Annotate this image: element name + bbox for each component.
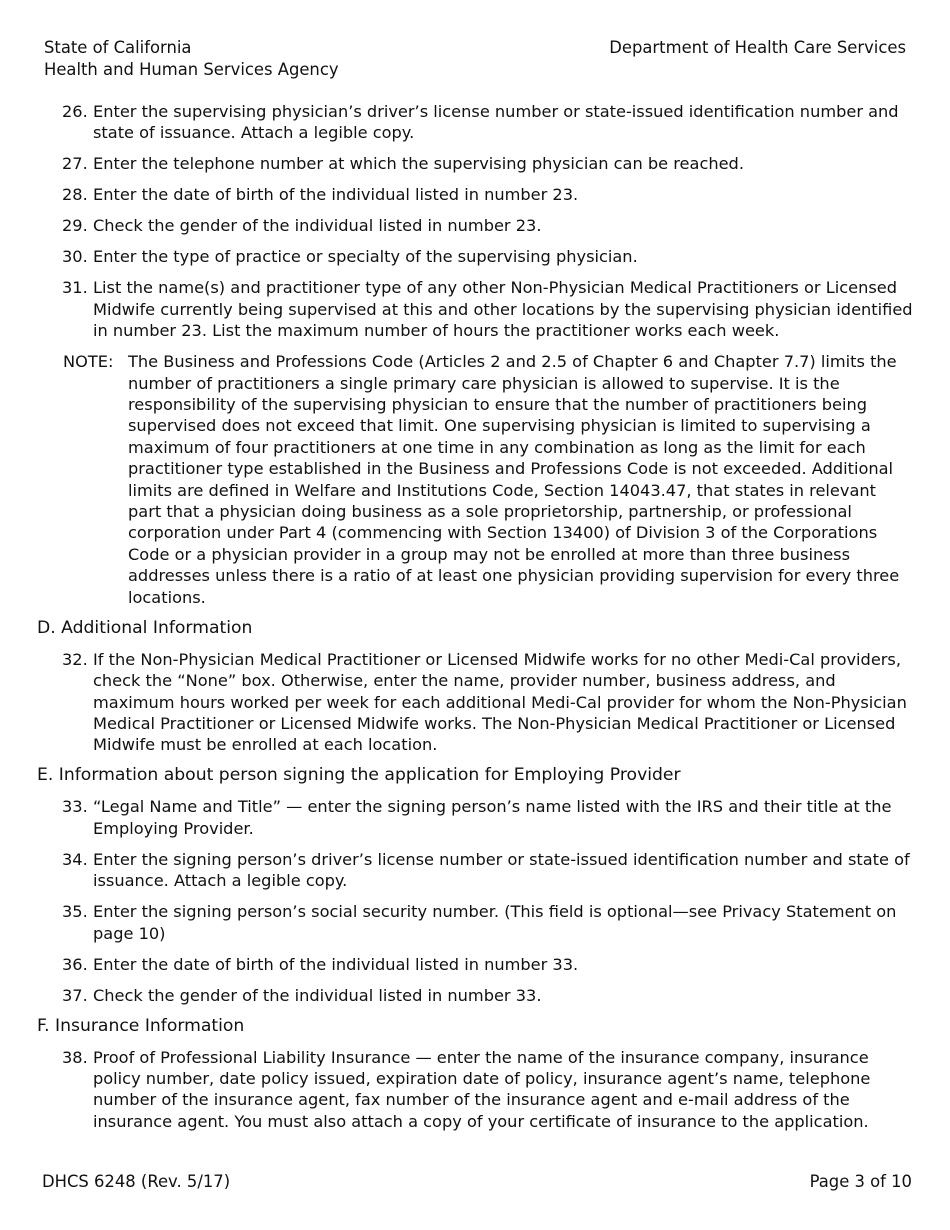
list-item — [0, 985, 950, 1006]
item-text: Enter the signing person’s social security number. (This field is optional—see Privacy Statement on page 10) — [93, 902, 897, 943]
list-item — [0, 796, 950, 839]
list-item — [0, 215, 950, 236]
list-item — [0, 101, 950, 144]
list-item — [0, 849, 950, 892]
list-item — [0, 954, 950, 975]
item-text: Proof of Professional Liability Insurance — enter the name of the insurance company, insurance policy number, date policy issued, expiration date of policy, insurance agent’s name, telephone number of the insurance agent, fax number of the insurance agent and e-mail address of the insurance agent. You must also attach a copy of your certificate of insurance to the application. — [93, 1047, 871, 1131]
footer-page-number: Page 3 of 10 — [809, 1172, 912, 1191]
page-content — [0, 101, 950, 1142]
note-label: NOTE: — [63, 352, 114, 372]
item-number: 34. — [62, 849, 88, 869]
item-text: Enter the date of birth of the individual listed in number 23. — [93, 185, 579, 205]
item-text: Enter the type of practice or specialty of the supervising physician. — [93, 247, 638, 267]
item-number: 36. — [62, 954, 88, 974]
footer-form-id: DHCS 6248 (Rev. 5/17) — [42, 1172, 231, 1191]
item-number: 31. — [62, 278, 88, 298]
section-heading-insurance-information: F. Insurance Information — [37, 1015, 245, 1036]
item-text: Check the gender of the individual listed in number 23. — [93, 216, 542, 236]
item-text: If the Non-Physician Medical Practitioner or Licensed Midwife works for no other Medi-Cal providers, check the “None” box. Otherwise, enter the name, provider number, business address, and maximum hours worked per week for each additional Medi-Cal provider for whom the Non-Physician Medical Practitioner or Licensed Midwife works. The Non-Physician Medical Practitioner or Licensed Midwife must be enrolled at each location. — [93, 649, 907, 755]
item-text: Enter the telephone number at which the supervising physician can be reached. — [93, 154, 744, 174]
item-number: 29. — [62, 216, 88, 236]
list-item — [0, 1047, 950, 1133]
header-agency-name: Health and Human Services Agency — [44, 60, 339, 79]
note-block — [0, 351, 950, 608]
header-department: Department of Health Care Services — [609, 38, 906, 57]
item-number: 27. — [62, 154, 88, 174]
item-text: Enter the signing person’s driver’s license number or state-issued identification number and state of issuance. Attach a legible copy. — [93, 849, 910, 891]
item-number: 38. — [62, 1047, 88, 1067]
list-item — [0, 649, 950, 756]
header-agency — [44, 37, 339, 81]
item-number: 33. — [62, 797, 88, 817]
item-number: 35. — [62, 902, 88, 922]
item-text: Check the gender of the individual listed in number 33. — [93, 985, 542, 1005]
list-item — [0, 153, 950, 174]
header-state: State of California — [44, 38, 192, 57]
item-number: 26. — [62, 102, 88, 121]
item-text: List the name(s) and practitioner type of any other Non-Physician Medical Practitioners or Licensed Midwife currently being supervised at this and other locations by the supervising physician identified in number 23. List the maximum number of hours the practitioner works each week. — [93, 278, 913, 341]
section-heading-signing-person: E. Information about person signing the application for Employing Provider — [37, 765, 681, 786]
item-text: Enter the date of birth of the individual listed in number 33. — [93, 954, 579, 974]
item-number: 30. — [62, 247, 88, 267]
item-number: 37. — [62, 985, 88, 1005]
note-text: The Business and Professions Code (Articles 2 and 2.5 of Chapter 6 and Chapter 7.7) limits the number of practitioners a single primary care physician is allowed to supervise. It is the responsibility of the supervising physician to ensure that the number of practitioners being supervised does not exceed that limit. One supervising physician is limited to supervising a maximum of four practitioners at one time in any combination as long as the limit for each practitioner type established in the Business and Professions Code is not exceeded. Additional limits are defined in Welfare and Institutions Code, Section 14043.47, that states in relevant part that a physician doing business as a sole proprietorship, partnership, or professional corporation under Part 4 (commencing with Section 13400) of Division 3 of the Corporations Code or a physician provider in a group may not be enrolled at more than three business addresses unless there is a ratio of at least one physician providing supervision for every three locations. — [128, 352, 900, 607]
list-item — [0, 901, 950, 944]
item-text: Enter the supervising physician’s driver’s license number or state-issued identification number and state of issuance. Attach a legible copy. — [93, 102, 899, 143]
list-item — [0, 184, 950, 205]
item-text: “Legal Name and Title” — enter the signing person’s name listed with the IRS and their title at the Employing Provider. — [93, 797, 892, 838]
list-item — [0, 246, 950, 267]
section-heading-additional-information: D. Additional Information — [37, 617, 253, 638]
item-number: 32. — [62, 649, 88, 669]
item-number: 28. — [62, 185, 88, 205]
list-item — [0, 277, 950, 341]
